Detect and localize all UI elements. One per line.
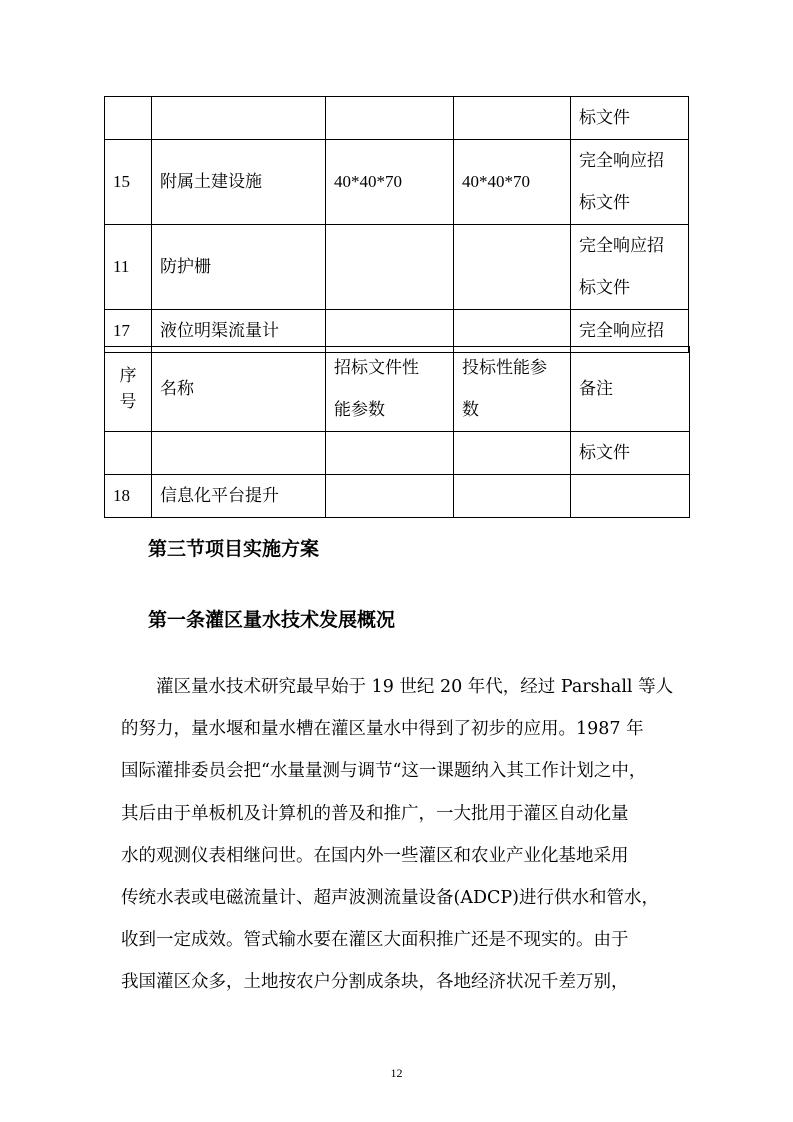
remark-line: 完全响应招 <box>579 236 664 256</box>
article-heading: 第一条灌区量水技术发展概况 <box>148 609 396 631</box>
table-row <box>105 97 689 140</box>
table-row <box>105 140 689 225</box>
bid-param-cell <box>454 475 571 518</box>
header-seq <box>105 347 152 432</box>
tender-param-cell <box>326 225 454 310</box>
header-line: 能参数 <box>334 400 385 420</box>
parameter-table-top <box>104 96 689 353</box>
body-paragraph <box>121 666 681 1004</box>
table-header-row <box>105 347 690 432</box>
header-seq-line: 序 <box>119 366 137 386</box>
header-line: 数 <box>462 400 479 420</box>
paragraph-line: 的努力，量水堰和量水槽在灌区量水中得到了初步的应用。1987 年 <box>121 719 644 740</box>
header-line: 招标文件性 <box>334 358 419 378</box>
header-tender-param <box>326 347 454 432</box>
bid-param-cell <box>454 97 571 140</box>
paragraph-line: 我国灌区众多，土地按农户分割成条块，各地经济状况千差万别， <box>121 972 629 993</box>
remark-cell <box>571 475 690 518</box>
name-cell: 液位明渠流量计 <box>152 310 326 353</box>
header-line: 投标性能参 <box>462 358 547 378</box>
paragraph-line: 灌区量水技术研究最早始于 19 世纪 20 年代，经过 Parshall 等人 <box>121 677 674 697</box>
header-name: 名称 <box>152 347 326 432</box>
name-cell <box>152 432 326 475</box>
table-row <box>105 475 690 518</box>
bid-param-cell <box>454 225 571 310</box>
remark-line: 完全响应招 <box>579 151 664 171</box>
remark-line: 标文件 <box>579 193 630 213</box>
tender-param-cell: 40*40*70 <box>326 140 454 225</box>
name-cell: 信息化平台提升 <box>152 475 326 518</box>
header-seq-line: 号 <box>119 392 137 412</box>
paragraph-line: 收到一定成效。管式输水要在灌区大面积推广还是不现实的。由于 <box>121 930 629 951</box>
paragraph-line: 水的观测仪表相继问世。在国内外一些灌区和农业产业化基地采用 <box>121 845 629 866</box>
remark-cell: 标文件 <box>571 432 690 475</box>
bid-param-cell: 40*40*70 <box>454 140 571 225</box>
page-number: 12 <box>390 1066 403 1080</box>
tender-param-cell <box>326 97 454 140</box>
tender-param-cell <box>326 475 454 518</box>
remark-cell: 完全响应招 <box>571 310 689 353</box>
header-remark: 备注 <box>571 347 690 432</box>
name-cell: 防护栅 <box>152 225 326 310</box>
paragraph-line: 国际灌排委员会把“水量量测与调节“这一课题纳入其工作计划之中， <box>121 761 647 782</box>
parameter-table-bottom <box>104 346 690 518</box>
remark-cell: 标文件 <box>571 97 689 140</box>
name-cell <box>152 97 326 140</box>
bid-param-cell <box>454 432 571 475</box>
table-row <box>105 225 689 310</box>
seq-cell: 18 <box>105 475 152 518</box>
seq-cell: 11 <box>105 225 152 310</box>
header-bid-param <box>454 347 571 432</box>
name-cell: 附属土建设施 <box>152 140 326 225</box>
tender-param-cell <box>326 432 454 475</box>
remark-cell <box>571 225 689 310</box>
remark-line: 标文件 <box>579 278 630 298</box>
section-heading: 第三节项目实施方案 <box>148 538 320 560</box>
remark-cell <box>571 140 689 225</box>
table-row <box>105 432 690 475</box>
seq-cell <box>105 97 152 140</box>
seq-cell: 15 <box>105 140 152 225</box>
seq-cell <box>105 432 152 475</box>
seq-cell: 17 <box>105 310 152 353</box>
paragraph-line: 其后由于单板机及计算机的普及和推广，一大批用于灌区自动化量 <box>121 803 629 824</box>
paragraph-line: 传统水表或电磁流量计、超声波测流量设备(ADCP)进行供水和管水， <box>121 888 659 909</box>
